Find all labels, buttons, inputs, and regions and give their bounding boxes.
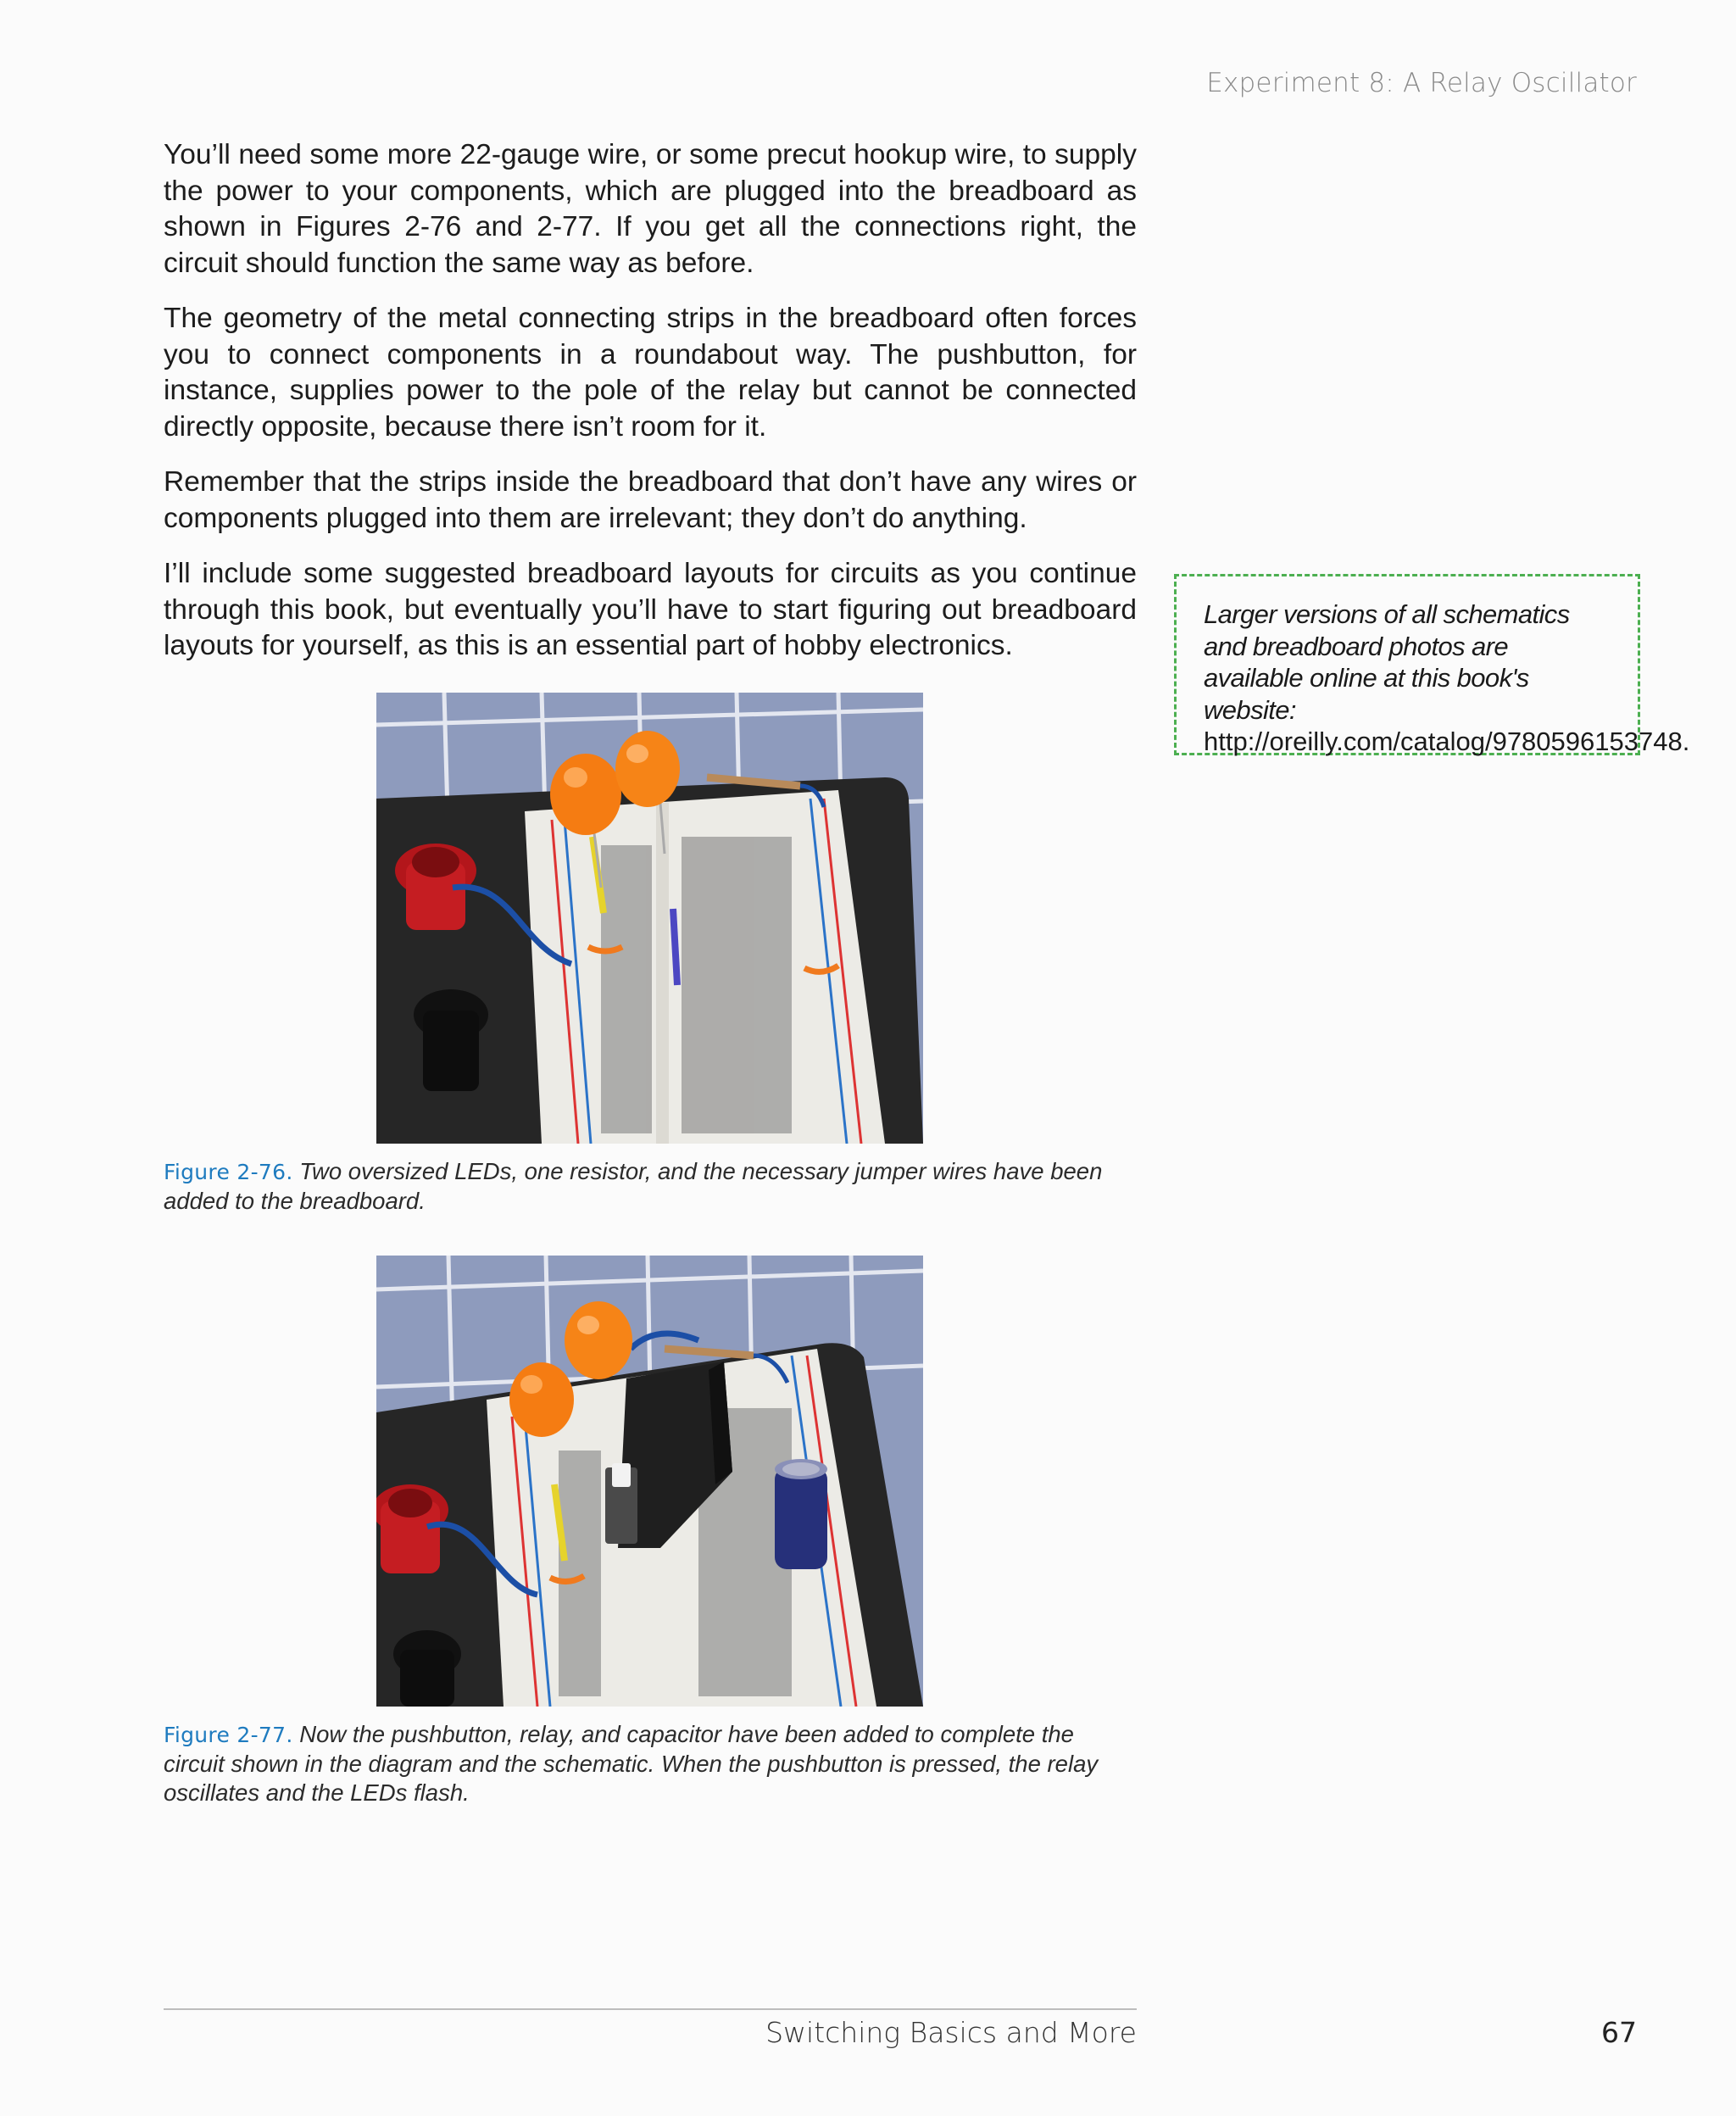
figure-label: Figure 2-76. — [164, 1160, 293, 1184]
figure-2-77-photo — [376, 1256, 923, 1707]
figure-2-77-caption — [164, 1720, 1137, 1807]
sidebar-note-text: Larger versions of all schematics and breadboard photos are available online at this book's website: — [1204, 599, 1570, 725]
footer-rule — [164, 2008, 1137, 2010]
sidebar-note — [1174, 574, 1690, 756]
paragraph-4: I’ll include some suggested breadboard layouts for circuits as you continue through this book, but eventually you’ll have to start figuring out breadboard layouts for yourself, as this is an essential part of hobby electronics. — [164, 558, 1137, 661]
paragraph-3: Remember that the strips inside the breadboard that don’t have any wires or components plugged into them are irrelevant; they don’t do anything. — [164, 466, 1137, 534]
paragraph-1: You’ll need some more 22-gauge wire, or some precut hookup wire, to supply the power to your components, which are plugged into the breadboard as shown in Figures 2-76 and 2-77. If you get all the connections right, the circuit should function the same way as before. — [164, 139, 1137, 279]
body-text — [164, 137, 1137, 684]
figure-label: Figure 2-77. — [164, 1723, 293, 1747]
running-head: Experiment 8: A Relay Oscillator — [1206, 68, 1637, 98]
figure-2-76-photo — [376, 693, 923, 1144]
page-number: 67 — [1601, 2016, 1637, 2049]
figure-caption-text: Two oversized LEDs, one resistor, and the necessary jumper wires have been added to the breadboard. — [164, 1158, 1103, 1214]
footer-title: Switching Basics and More — [765, 2016, 1137, 2049]
website-link[interactable]: http://oreilly.com/catalog/9780596153748. — [1204, 727, 1690, 756]
paragraph-2: The geometry of the metal connecting strips in the breadboard often forces you to connect components in a roundabout way. The pushbutton, for instance, supplies power to the pole of the relay but cannot be connected directly opposite, because there isn’t room for it. — [164, 303, 1137, 443]
figure-caption-text: Now the pushbutton, relay, and capacitor have been added to complete the circuit shown in the diagram and the schematic. When the pushbutton is pressed, the relay oscillates and the LEDs flash. — [164, 1721, 1099, 1806]
figure-2-76-caption — [164, 1157, 1137, 1216]
